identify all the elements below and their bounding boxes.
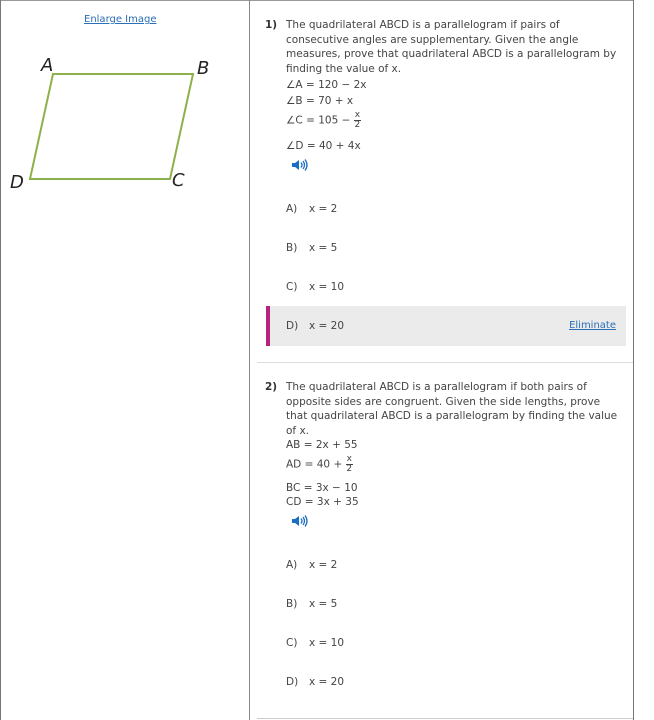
question-2-choice-c[interactable] (266, 623, 626, 663)
question-1-number: 1) (265, 19, 278, 31)
fraction-denominator: 2 (346, 464, 353, 474)
question-2-stem: The quadrilateral ABCD is a parallelogram if both pairs of opposite sides are congruent. Given the side lengths, prove that quadrilateral ABCD is a parallelogram by finding the value of x. (286, 381, 618, 437)
frame-top-border (0, 0, 634, 1)
choice-text: x = 5 (309, 598, 338, 610)
enlarge-image-link[interactable]: Enlarge Image (84, 14, 157, 25)
question-2-line-2-text: AD = 40 + (286, 458, 346, 471)
question-1-stem: The quadrilateral ABCD is a parallelogram if pairs of consecutive angles are supplementary. Given the angle measures, prove that quadrilateral ABCD is a parallelogram by finding the value of x. (286, 19, 617, 75)
question-1-choice-c[interactable] (266, 267, 626, 307)
vertex-label-b: B (197, 58, 210, 79)
question-2-line-4: CD = 3x + 35 (286, 496, 359, 508)
bottom-separator (257, 718, 633, 719)
question-2-line-2 (286, 455, 353, 474)
panel-divider (249, 0, 250, 720)
frame-right-border (633, 0, 634, 720)
question-1-choice-b[interactable] (266, 228, 626, 268)
choice-letter: B) (286, 242, 298, 254)
parallelogram-figure (0, 50, 248, 200)
question-2-line-1: AB = 2x + 55 (286, 439, 358, 451)
selected-indicator-bar (266, 306, 270, 346)
question-1-choice-a[interactable] (266, 189, 626, 229)
choice-letter: C) (286, 637, 298, 649)
choice-letter: C) (286, 281, 298, 293)
vertex-label-a: A (41, 55, 54, 76)
choice-text: x = 10 (309, 637, 345, 649)
choice-text: x = 2 (309, 559, 338, 571)
choice-text: x = 20 (309, 320, 345, 332)
fraction-denominator: 2 (354, 120, 361, 130)
choice-text: x = 5 (309, 242, 338, 254)
choice-letter: B) (286, 598, 298, 610)
choice-text: x = 20 (309, 676, 345, 688)
choice-letter: A) (286, 203, 298, 215)
question-1-choice-d[interactable] (266, 306, 626, 346)
question-2-choice-a[interactable] (266, 545, 626, 585)
choice-text: x = 2 (309, 203, 338, 215)
vertex-label-c: C (172, 170, 185, 191)
fraction-numerator: x (354, 110, 361, 120)
choice-letter: A) (286, 559, 298, 571)
fraction (354, 111, 361, 130)
fraction (346, 455, 353, 474)
question-1-line-1: ∠A = 120 − 2x (286, 79, 367, 91)
question-1-line-3-text: ∠C = 105 − (286, 114, 354, 127)
question-separator (257, 362, 633, 363)
question-2-line-3: BC = 3x − 10 (286, 482, 358, 494)
question-1-line-4: ∠D = 40 + 4x (286, 140, 361, 152)
fraction-numerator: x (346, 454, 352, 464)
question-2-choice-d[interactable] (266, 662, 626, 702)
choice-letter: D) (286, 320, 299, 332)
vertex-label-d: D (10, 172, 24, 193)
parallelogram-shape (30, 74, 193, 179)
question-1-line-3 (286, 111, 361, 130)
choice-letter: D) (286, 676, 299, 688)
eliminate-link[interactable]: Eliminate (569, 320, 616, 331)
speaker-icon[interactable] (290, 514, 310, 528)
choice-text: x = 10 (309, 281, 345, 293)
speaker-icon[interactable] (290, 158, 310, 172)
question-2-number: 2) (265, 381, 278, 393)
question-1-line-2: ∠B = 70 + x (286, 95, 354, 107)
question-2-choice-b[interactable] (266, 584, 626, 624)
